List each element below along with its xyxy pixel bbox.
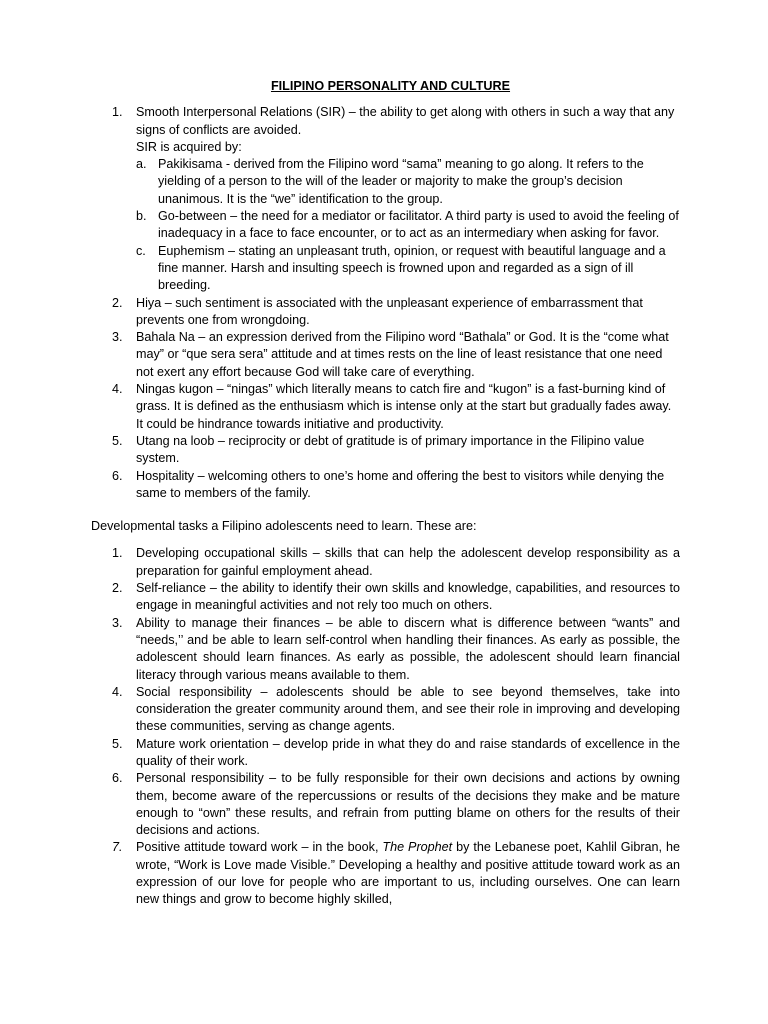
developmental-tasks-list [91, 545, 680, 908]
item-text: Hiya – such sentiment is associated with the unpleasant experience of embarrassment that prevents one from wrongdoing. [136, 295, 643, 327]
item-text: Pakikisama - derived from the Filipino word “sama” meaning to go along. It refers to the yielding of a person to the will of the leader or majority to make the group’s decision unanimous. It is the “we” identification to the group. [158, 157, 644, 206]
list-item [91, 381, 680, 433]
item-text: Developing occupational skills – skills that can help the adolescent develop responsibility as a preparation for gainful employment ahead. [136, 546, 680, 578]
item-number: 4. [112, 382, 123, 397]
item-text: Social responsibility – adolescents should be able to see beyond themselves, take into consideration the greater community around them, and see their role in improving and developing these communities, serving as change agents. [136, 684, 680, 734]
item-text: Ability to manage their finances – be able to discern what is difference between “wants” and “needs,’’ and be able to learn self-control when handling their finances. As early as possible, the adolescent should learn finances. As early as possible, the adolescent should learn financial literacy through various means available to them. [136, 615, 680, 682]
list-item [91, 580, 680, 615]
item-text [136, 839, 680, 908]
list-item [91, 104, 680, 294]
item-number: 6. [112, 771, 123, 786]
item-number: 3. [112, 330, 123, 345]
item-number: 4. [112, 684, 123, 699]
book-title: The Prophet [382, 840, 453, 855]
list-item [136, 243, 680, 295]
item-text: Go-between – the need for a mediator or facilitator. A third party is used to avoid the feeling of inadequacy in a face to face encounter, or to act as an intermediary when asking for favor. [158, 209, 679, 241]
item-number: 5. [112, 736, 123, 751]
list-item [91, 684, 680, 736]
item-text: Euphemism – stating an unpleasant truth, opinion, or request with beautiful language and a fine manner. Harsh and insulting speech is frowned upon and regarded as a sign of ill breeding. [158, 243, 666, 293]
item-letter: a. [136, 157, 147, 172]
sir-sub-list [136, 156, 680, 294]
list-item [91, 736, 680, 771]
item-text: Bahala Na – an expression derived from the Filipino word “Bathala” or God. It is the “come what may” or “que sera sera” attitude and at times rests on the line of least resistance that one need not exert any effort because God will take care of everything. [136, 330, 669, 379]
item-letter: b. [136, 209, 147, 224]
list-item [91, 615, 680, 684]
item-letter: c. [136, 243, 146, 258]
item-text: Utang na loob – reciprocity or debt of gratitude is of primary importance in the Filipino value system. [136, 433, 645, 466]
personality-traits-list [91, 104, 680, 502]
list-item [91, 770, 680, 839]
document-title: FILIPINO PERSONALITY AND CULTURE [270, 79, 511, 93]
list-item [91, 433, 680, 468]
list-item [91, 839, 680, 908]
item-number: 2. [112, 581, 123, 596]
item-number: 7. [112, 840, 123, 855]
list-item [91, 545, 680, 580]
sir-subheading: SIR is acquired by: [136, 139, 242, 154]
item-number: 5. [112, 433, 123, 448]
text-segment: Positive attitude toward work – in the book, [136, 840, 383, 855]
item-text: Hospitality – welcoming others to one’s home and offering the best to visitors while denying the same to members of the family. [136, 468, 665, 500]
item-text: Smooth Interpersonal Relations (SIR) – the ability to get along with others in such a way that any signs of conflicts are avoided. [136, 105, 675, 137]
item-text: Mature work orientation – develop pride in what they do and raise standards of excellence in the quality of their work. [136, 736, 680, 768]
item-text: Personal responsibility – to be fully responsible for their own decisions and actions by owning them, become aware of the repercussions or results of the decisions they make and be mature enough to “own” these results, and refrain from putting blame on others for the results of their decisions and actions. [136, 771, 680, 838]
item-number: 1. [112, 105, 123, 120]
item-number: 1. [112, 546, 123, 561]
item-text: Self-reliance – the ability to identify their own skills and knowledge, capabilities, and resources to engage in meaningful activities and not rely too much on others. [136, 581, 680, 613]
list-item [91, 468, 680, 503]
item-number: 3. [112, 615, 123, 630]
item-text: Ningas kugon – “ningas” which literally means to catch fire and “kugon” is a fast-burning kind of grass. It is defined as the enthusiasm which is intense only at the start but gradually fades away. It could be hindrance towards initiative and productivity. [136, 382, 672, 431]
item-number: 2. [112, 295, 123, 310]
item-number: 6. [112, 468, 123, 483]
developmental-tasks-intro: Developmental tasks a Filipino adolescents need to learn. These are: [91, 519, 477, 534]
list-item [136, 208, 680, 243]
list-item [91, 329, 680, 381]
list-item [91, 295, 680, 330]
list-item [136, 156, 680, 208]
text-segment: by the Lebanese poet, Kahlil Gibran, he wrote, “Work is Love made Visible.” Developing a healthy and positive attitude toward work as an expression of our love for people who are important to us, including ourselves. One can learn new things and grow to become highly skilled, [136, 840, 680, 907]
